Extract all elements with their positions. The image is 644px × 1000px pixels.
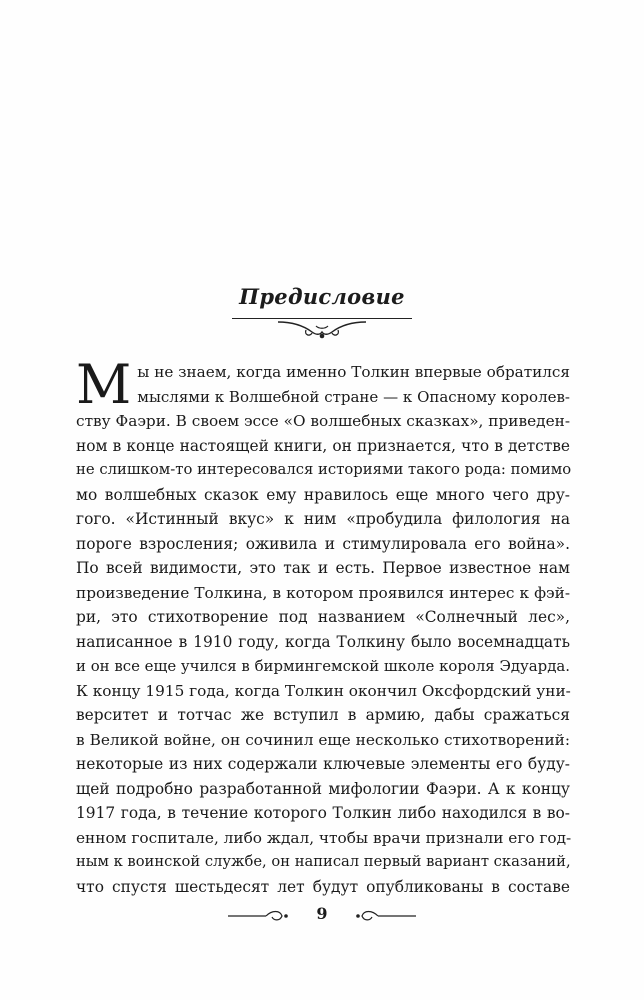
page-number: 9 xyxy=(316,904,328,923)
chapter-heading: Предисловие xyxy=(239,284,405,309)
text-line: в Великой войне, он сочинил еще несколько стихотворений: xyxy=(76,730,570,749)
text-line: не слишком-то интересовался историями такого рода: помимо xyxy=(76,461,572,478)
text-line: К концу 1915 года, когда Толкин окончил Оксфордский уни- xyxy=(76,681,571,700)
text-line: что спустя шестьдесят лет будут опубликованы в составе xyxy=(76,877,570,896)
footer-ornament-right-icon xyxy=(352,908,418,924)
text-line: и он все еще учился в бирмингемской школе короля Эдуарда. xyxy=(76,657,570,675)
body-text xyxy=(76,353,572,899)
text-line: мыслями к Волшебной стране — к Опасному королев- xyxy=(137,387,570,406)
text-line: произведение Толкина, в котором проявился интерес к фэй- xyxy=(76,583,570,602)
text-line: написанное в 1910 году, когда Толкину было восемнадцать xyxy=(76,632,570,651)
text-line: 1917 года, в течение которого Толкин либо находился в во- xyxy=(76,804,570,822)
text-line: ы не знаем, когда именно Толкин впервые обратился xyxy=(137,363,570,381)
text-line: ри, это стихотворение под названием «Солнечный лес», xyxy=(76,608,570,626)
text-line: ству Фаэри. В своем эссе «О волшебных сказках», приведен- xyxy=(76,412,570,430)
drop-cap: М xyxy=(76,353,132,416)
text-line: гого. «Истинный вкус» к ним «пробудила филология на xyxy=(76,510,570,528)
text-line: верситет и тотчас же вступил в армию, дабы сражаться xyxy=(76,706,570,724)
text-line: енном госпитале, либо ждал, чтобы врачи признали его год- xyxy=(76,828,572,847)
text-line: По всей видимости, это так и есть. Первое известное нам xyxy=(76,559,570,577)
text-line: ном в конце настоящей книги, он признается, что в детстве xyxy=(76,436,570,455)
text-line: некоторые из них содержали ключевые элементы его буду- xyxy=(76,755,570,773)
text-line: щей подробно разработанной мифологии Фаэри. А к концу xyxy=(76,779,570,798)
heading-ornament-icon xyxy=(276,320,368,340)
text-line: ным к воинской службе, он написал первый вариант сказаний, xyxy=(76,853,571,870)
text-line: мо волшебных сказок ему нравилось еще много чего дру- xyxy=(76,485,570,504)
footer-ornament-left-icon xyxy=(226,908,292,924)
text-line: пороге взросления; оживила и стимулировала его война». xyxy=(76,534,570,553)
heading-rule xyxy=(232,318,412,319)
